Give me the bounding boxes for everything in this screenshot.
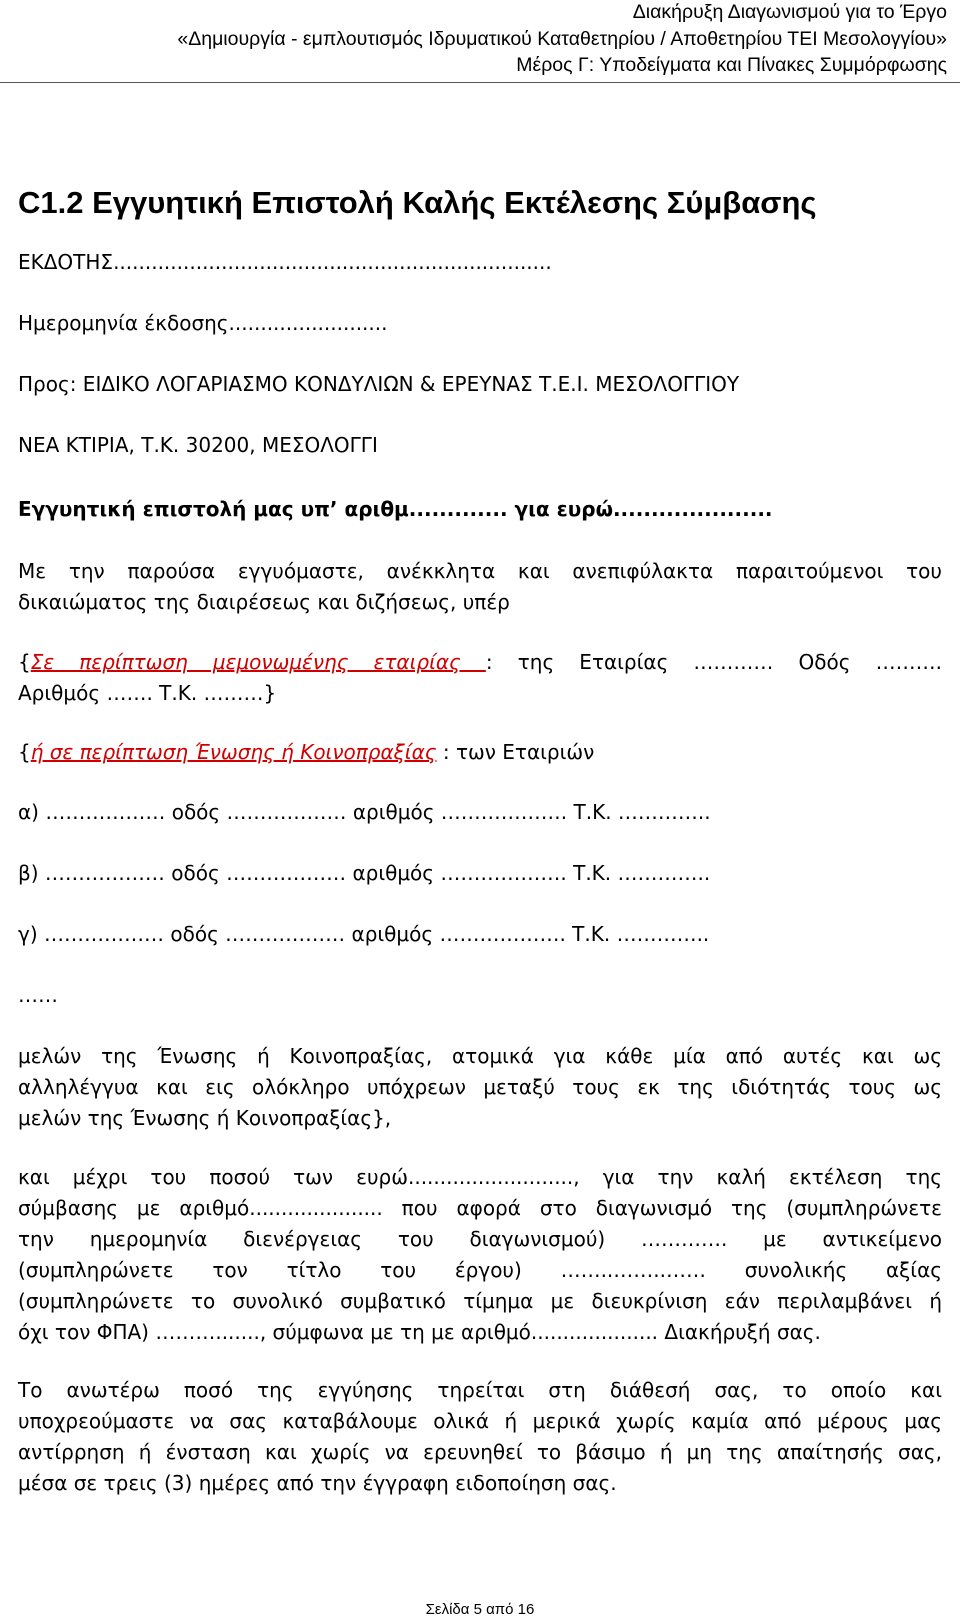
header-line-1: Διακήρυξη Διαγωνισμού για το Έργο [632, 1, 947, 23]
intro-paragraph [18, 556, 942, 618]
header-line-2: «Δημιουργία - εμπλουτισμός Ιδρυματικού Καταθετηρίου / Αποθετηρίου ΤΕΙ Μεσολογγίου» [177, 28, 947, 50]
company-details: : της Εταιρίας ………… Οδός ………. [485, 650, 942, 674]
open-brace: { [18, 740, 31, 764]
member-line-c: γ) ……………… οδός ……………… αριθμός ………………. Τ.Κ. ………….. [18, 922, 710, 946]
company-line-2: Αριθμός ……. Τ.Κ. ………} [18, 681, 277, 705]
members-line-3: μελών της Ένωσης ή Κοινοπραξίας}, [18, 1106, 392, 1130]
page-header [0, 0, 960, 83]
amount-line-6: όχι τον ΦΠΑ) ………......., σύμφωνα με τη με αριθμό.................... Διακήρυξή σας. [18, 1320, 821, 1344]
member-ellipsis: …… [18, 983, 58, 1007]
closing-line-3: αντίρρηση ή ένσταση και χωρίς να ερευνηθεί το βάσιμο ή μη της απαίτησής σας, [18, 1440, 942, 1464]
closing-line-2: υποχρεούμαστε να σας καταβάλουμε ολικά ή μερικά χωρίς καμία από μέρους μας [18, 1409, 942, 1433]
open-brace: { [18, 650, 31, 674]
header-line-3: Μέρος Γ: Υποδείγματα και Πίνακες Συμμόρφωσης [516, 54, 947, 76]
member-line-b: β) ……………… οδός ……………… αριθμός ………………. Τ.Κ. ………….. [18, 861, 711, 885]
intro-line-1: Με την παρούσα εγγυόμαστε, ανέκκλητα και ανεπιφύλακτα παραιτούμενοι του [18, 559, 942, 583]
union-rest: : των Εταιριών [436, 740, 595, 764]
issue-date-line: Ημερομηνία έκδοσης......................... [18, 311, 388, 335]
members-line-2: αλληλέγγυα και εις ολόκληρο υπόχρεων μεταξύ τους εκ της ιδιότητάς τους ως [18, 1075, 942, 1099]
issuer-line: ΕΚΔΟΤΗΣ..................................................................... [18, 250, 552, 274]
closing-line-1: Το ανωτέρω ποσό της εγγύησης τηρείται στη διάθεσή σας, το οποίο και [18, 1378, 942, 1402]
amount-line-4: (συμπληρώνετε τον τίτλο του έργου) ……..……..…… συνολικής αξίας [18, 1258, 942, 1282]
union-link[interactable]: ή σε περίπτωση Ένωσης ή Κοινοπραξίας [30, 740, 437, 764]
union-line [18, 740, 594, 764]
amount-line-5: (συμπληρώνετε το συνολικό συμβατικό τίμημα με διευκρίνιση εάν περιλαμβάνει ή [18, 1289, 942, 1313]
member-line-a: α) ……………… οδός ……………… αριθμός ………………. Τ.Κ. ………….. [18, 800, 711, 824]
closing-line-4: μέσα σε τρεις (3) ημέρες από την έγγραφη ειδοποίηση σας. [18, 1471, 617, 1495]
amount-paragraph [18, 1162, 942, 1348]
company-paragraph [18, 647, 942, 709]
single-company-link[interactable]: Σε περίπτωση μεμονωμένης εταιρίας [30, 650, 486, 674]
members-line-1: μελών της Ένωσης ή Κοινοπραξίας, ατομικά για κάθε μία από αυτές και ως [18, 1044, 942, 1068]
amount-line-1: και μέχρι του ποσού των ευρώ.........................., για την καλή εκτέλεση της [18, 1165, 942, 1189]
amount-line-2: σύμβασης με αριθμό..................... που αφορά στο διαγωνισμό της (συμπληρώνετε [18, 1196, 942, 1220]
document-title: C1.2 Εγγυητική Επιστολή Καλής Εκτέλεσης Σύμβασης [18, 185, 817, 220]
closing-paragraph [18, 1375, 942, 1499]
address-line: ΝΕΑ ΚΤΙΡΙΑ, Τ.Κ. 30200, ΜΕΣΟΛΟΓΓΙ [18, 433, 378, 457]
company-line-1 [18, 647, 942, 678]
page-number: Σελίδα 5 από 16 [425, 1601, 535, 1618]
recipient-line: Προς: ΕΙΔΙΚΟ ΛΟΓΑΡΙΑΣΜΟ ΚΟΝΔΥΛΙΩΝ & ΕΡΕΥΝΑΣ Τ.Ε.Ι. ΜΕΣΟΛΟΓΓΙΟΥ [18, 372, 740, 396]
members-paragraph [18, 1041, 942, 1134]
amount-line-3: την ημερομηνία διενέργειας του διαγωνισμού) …………. με αντικείμενο [18, 1227, 942, 1251]
intro-line-2: δικαιώματος της διαιρέσεως και διζήσεως, υπέρ [18, 590, 510, 614]
guarantee-reference: Εγγυητική επιστολή μας υπ’ αριθμ............. για ευρώ..................... [18, 497, 773, 521]
